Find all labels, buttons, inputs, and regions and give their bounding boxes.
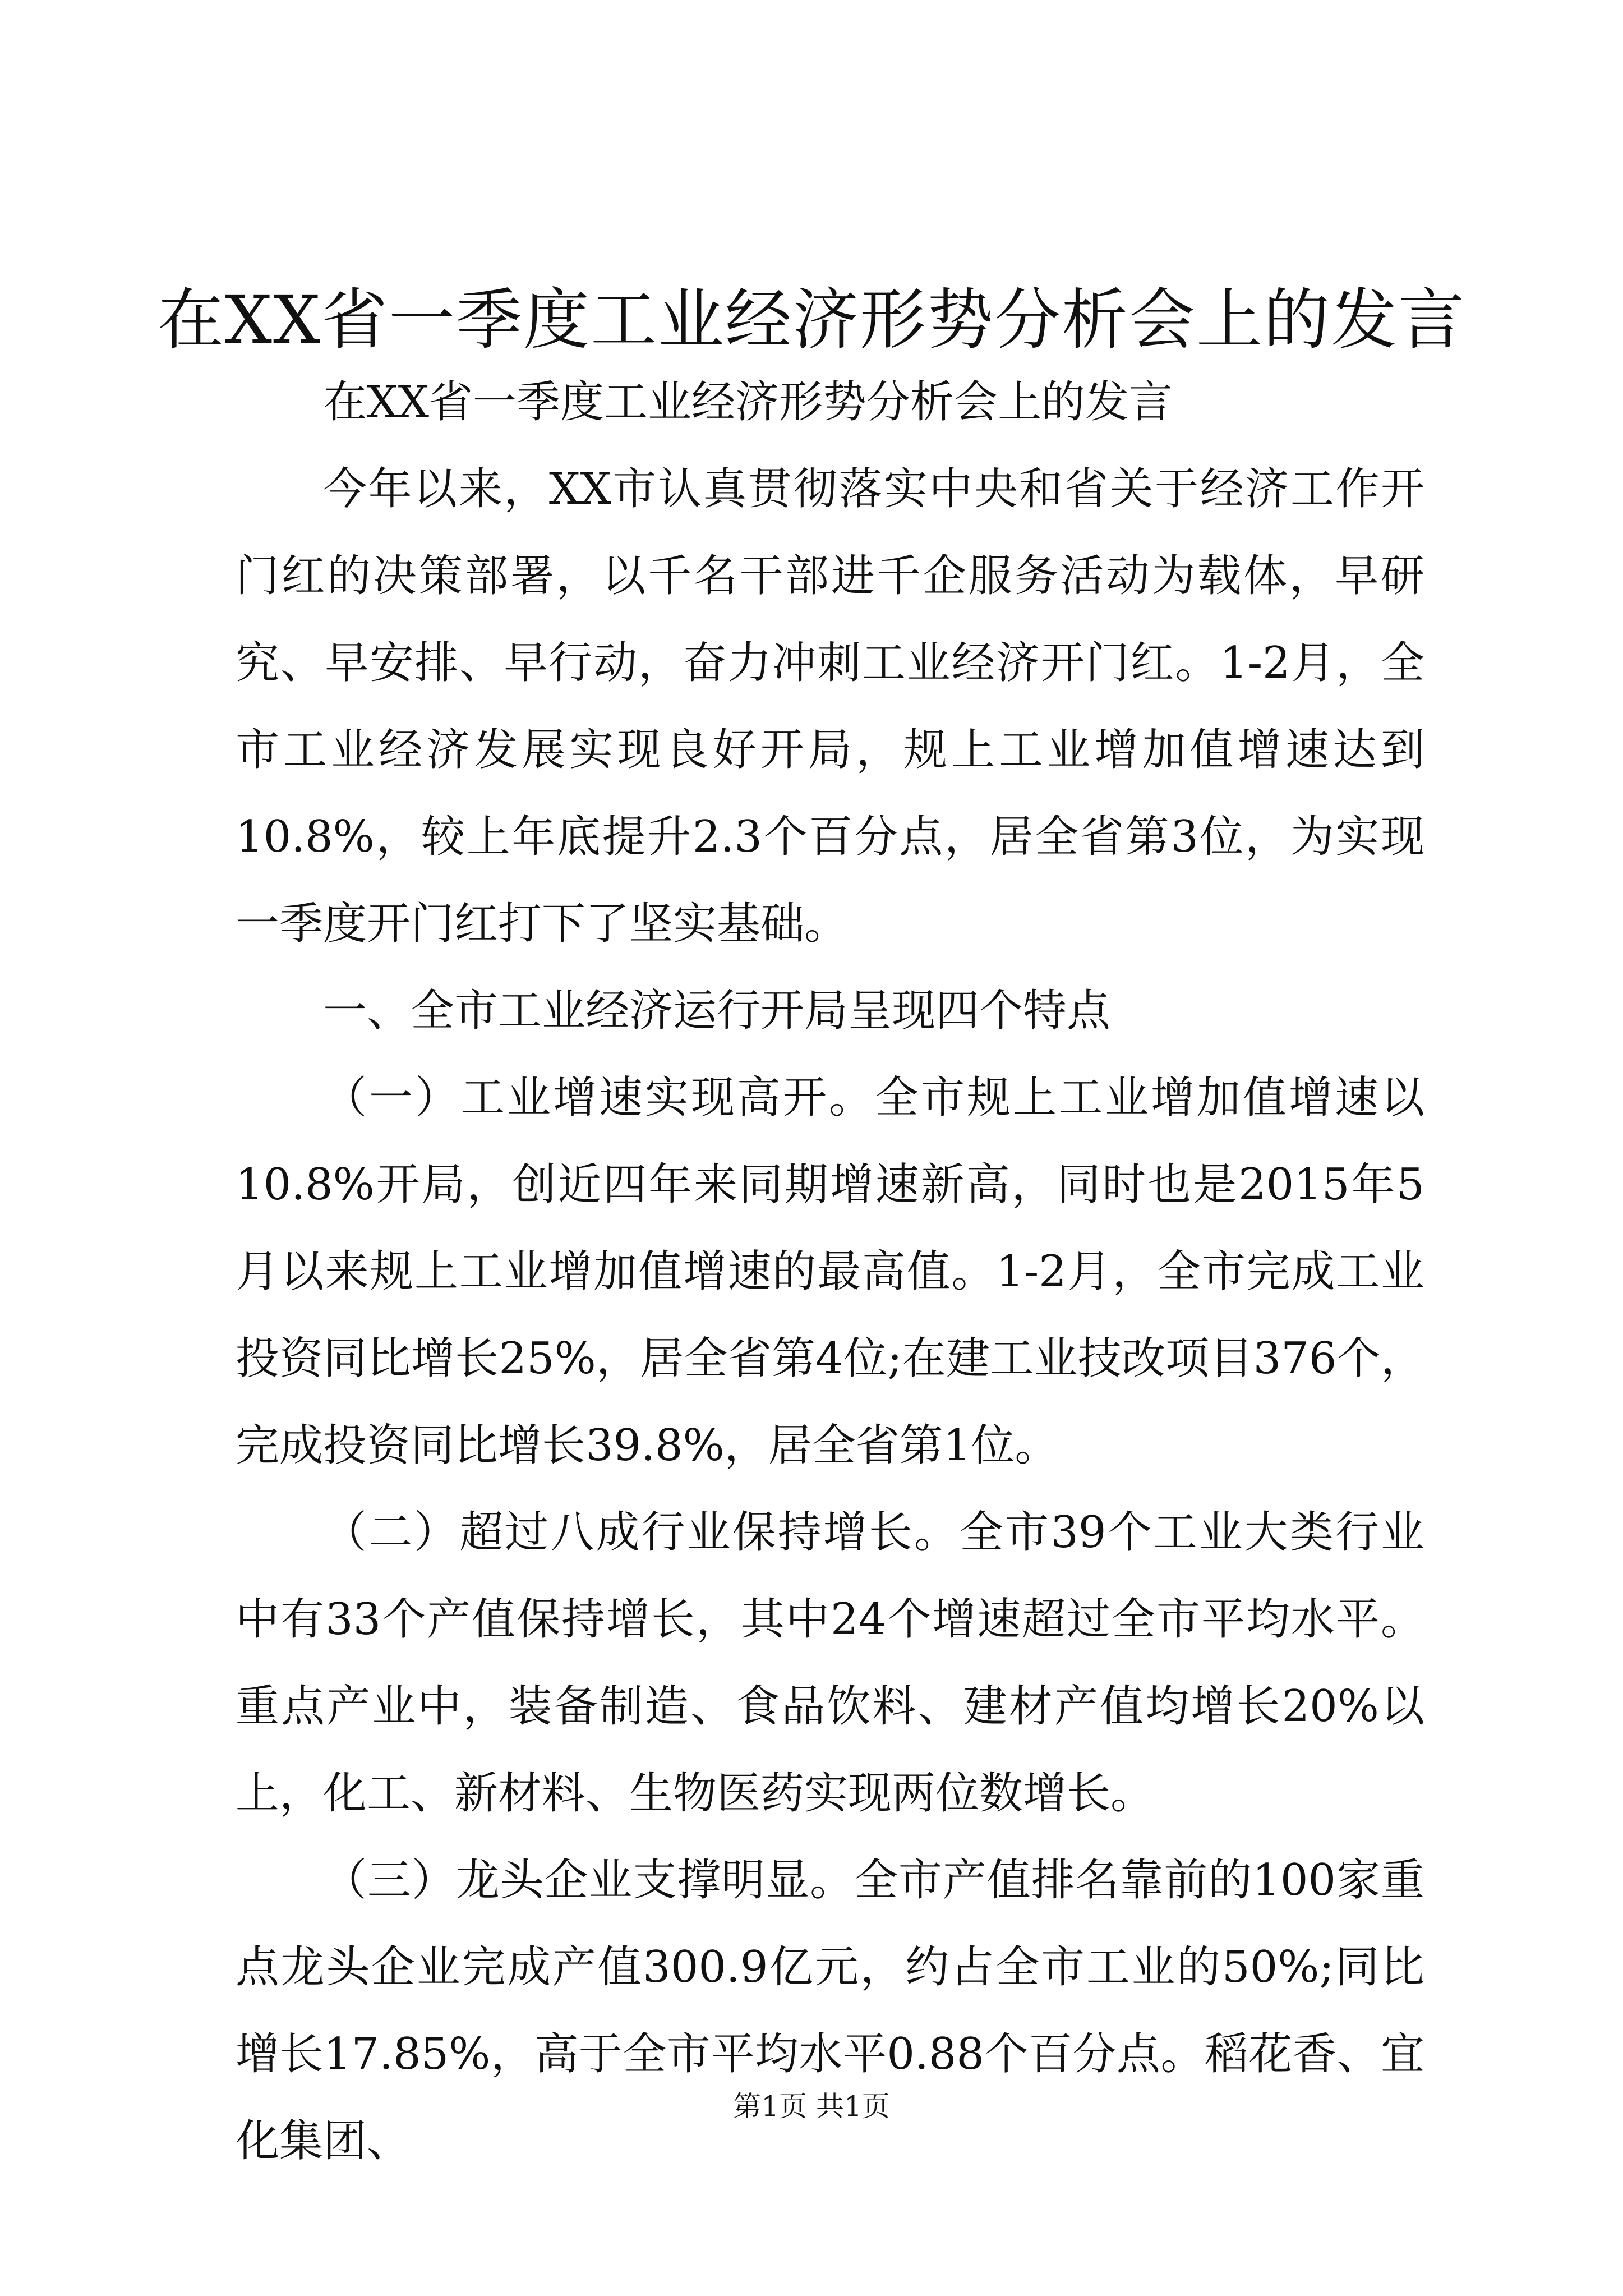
paragraph-point-1: （一）工业增速实现高开。全市规上工业增加值增速以10.8%开局，创近四年来同期增速新高，同时也是2015年5月以来规上工业增加值增速的最高值。1-2月，全市完成工业投资同比增长25%，居全省第4位;在建工业技改项目376个，完成投资同比增长39.8%，居全省第1位。 xyxy=(236,1073,1424,1471)
page-footer: 第1页 共1页 xyxy=(733,2090,890,2123)
paragraph-intro: 今年以来，XX市认真贯彻落实中央和省关于经济工作开门红的决策部署，以千名干部进千企服务活动为载体，早研究、早安排、早行动，奋力冲刺工业经济开门红。1-2月，全市工业经济发展实现良好开局，规上工业增加值增速达到10.8%，较上年底提升2.3个百分点，居全省第3位，为实现一季度开门红打下了坚实基础。 xyxy=(236,464,1424,949)
paragraph-point-3: （三）龙头企业支撑明显。全市产值排名靠前的100家重点龙头企业完成产值300.9亿元，约占全市工业的50%;同比增长17.85%，高于全市平均水平0.88个百分点。稻花香、宜化集团、 xyxy=(236,1855,1424,2166)
paragraph-subtitle: 在XX省一季度工业经济形势分析会上的发言 xyxy=(323,377,1173,427)
paragraph-point-2: （二）超过八成行业保持增长。全市39个工业大类行业中有33个产值保持增长，其中24个增速超过全市平均水平。重点产业中，装备制造、食品饮料、建材产值均增长20%以上，化工、新材料、生物医药实现两位数增长。 xyxy=(236,1507,1424,1819)
section-heading-1: 一、全市工业经济运行开局呈现四个特点 xyxy=(323,986,1111,1036)
document-body xyxy=(236,359,1424,2185)
document-title: 在XX省一季度工业经济形势分析会上的发言 xyxy=(157,281,1465,358)
